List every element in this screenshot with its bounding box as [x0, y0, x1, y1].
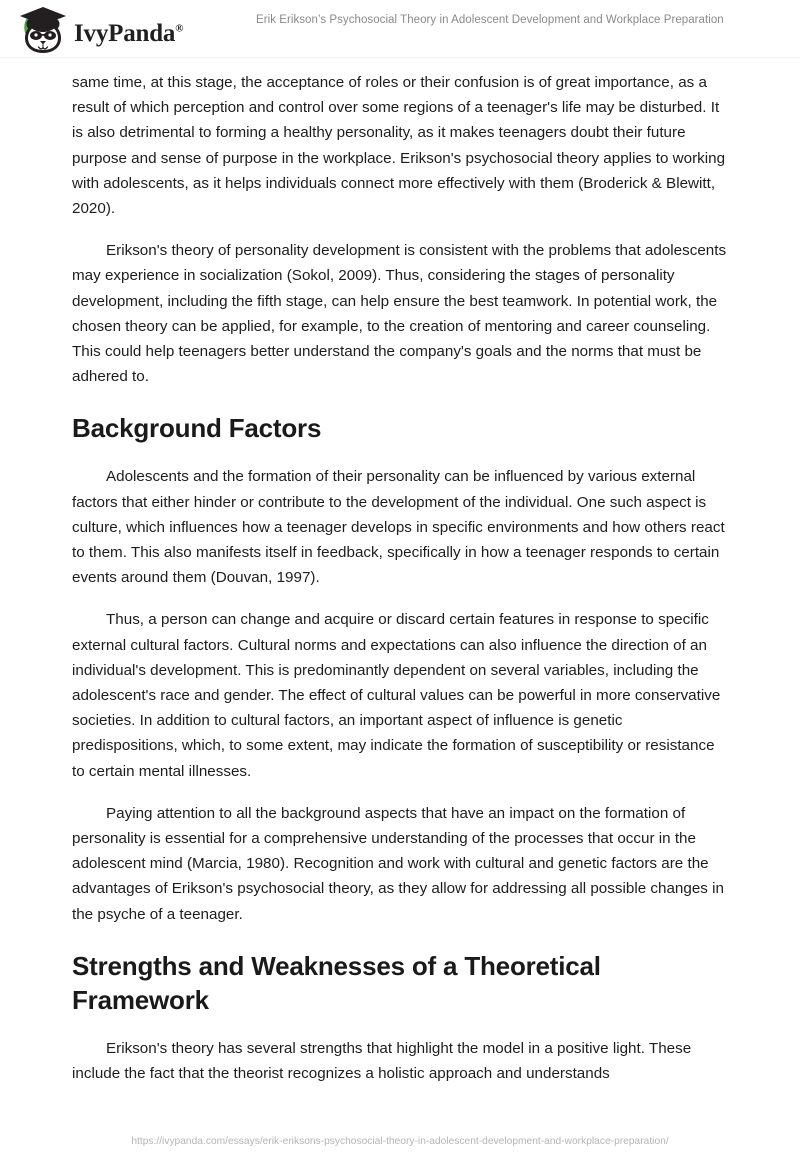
paragraph: Paying attention to all the background aspects that have an impact on the formation of personality is essential for a comprehensive understanding of the processes that occur in the adolescent mind (Marcia, 1980). Recognition and work with cultural and genetic factors are the advantages of Erikson's psychosocial theory, as they allow for addressing all possible changes in the psyche of a teenager. [72, 804, 724, 923]
brand-name-text: IvyPanda [74, 19, 176, 47]
section-heading-background-factors: Background Factors [72, 413, 322, 444]
source-url-link[interactable]: https://ivypanda.com/essays/erik-eriksons-psychosocial-theory-in-adolescent-development-and-workplace-preparation/ [131, 1136, 669, 1147]
page-header [0, 0, 800, 58]
document-body [72, 70, 730, 1103]
brand-logo[interactable] [16, 6, 183, 56]
document-title-header: Erik Erikson’s Psychosocial Theory in Adolescent Development and Workplace Preparation [256, 14, 724, 26]
registered-mark: ® [175, 22, 184, 35]
paragraph: same time, at this stage, the acceptance of roles or their confusion is of great importance, as a result of which perception and control over some regions of a teenager's life may be disturbed. It is also detrimental to forming a healthy personality, as it makes teenagers doubt their future purpose and sense of purpose in the workplace. Erikson's psychosocial theory applies to working with adolescents, as it helps individuals connect more effectively with them (Broderick & Blewitt, 2020). [72, 74, 726, 218]
paragraph: Erikson's theory of personality development is consistent with the problems that adolescents may experience in socialization (Sokol, 2009). Thus, considering the stages of personality development, including the fifth stage, can help ensure the best teamwork. In potential work, the chosen theory can be applied, for example, to the creation of mentoring and career counseling. This could help teenagers better understand the company's goals and the norms that must be adhered to. [72, 242, 727, 386]
paragraph: Erikson's theory has several strengths that highlight the model in a positive light. These include the fact that the theorist recognizes a holistic approach and understands [72, 1039, 692, 1083]
paragraph: Adolescents and the formation of their personality can be influenced by various external factors that either hinder or contribute to the development of the individual. One such aspect is culture, which influences how a teenager develops in specific environments and how others react to them. This also manifests itself in feedback, specifically in how a teenager responds to certain events around them (Douvan, 1997). [72, 468, 725, 587]
page-footer [0, 1131, 800, 1149]
section-heading-strengths-weaknesses: Strengths and Weaknesses of a Theoretical Framework [72, 950, 601, 1015]
brand-wordmark [74, 21, 183, 46]
paragraph: Thus, a person can change and acquire or discard certain features in response to specific external cultural factors. Cultural norms and expectations can also influence the direction of an individual's development. This is predominantly dependent on several variables, including the adolescent's race and gender. The effect of cultural values can be powerful in more conservative societies. In addition to cultural factors, an important aspect of influence is genetic predispositions, which, to some extent, may indicate the formation of susceptibility or resistance to certain mental illnesses. [72, 611, 721, 780]
header-divider [0, 57, 800, 58]
panda-graduate-logo-icon [16, 6, 68, 56]
